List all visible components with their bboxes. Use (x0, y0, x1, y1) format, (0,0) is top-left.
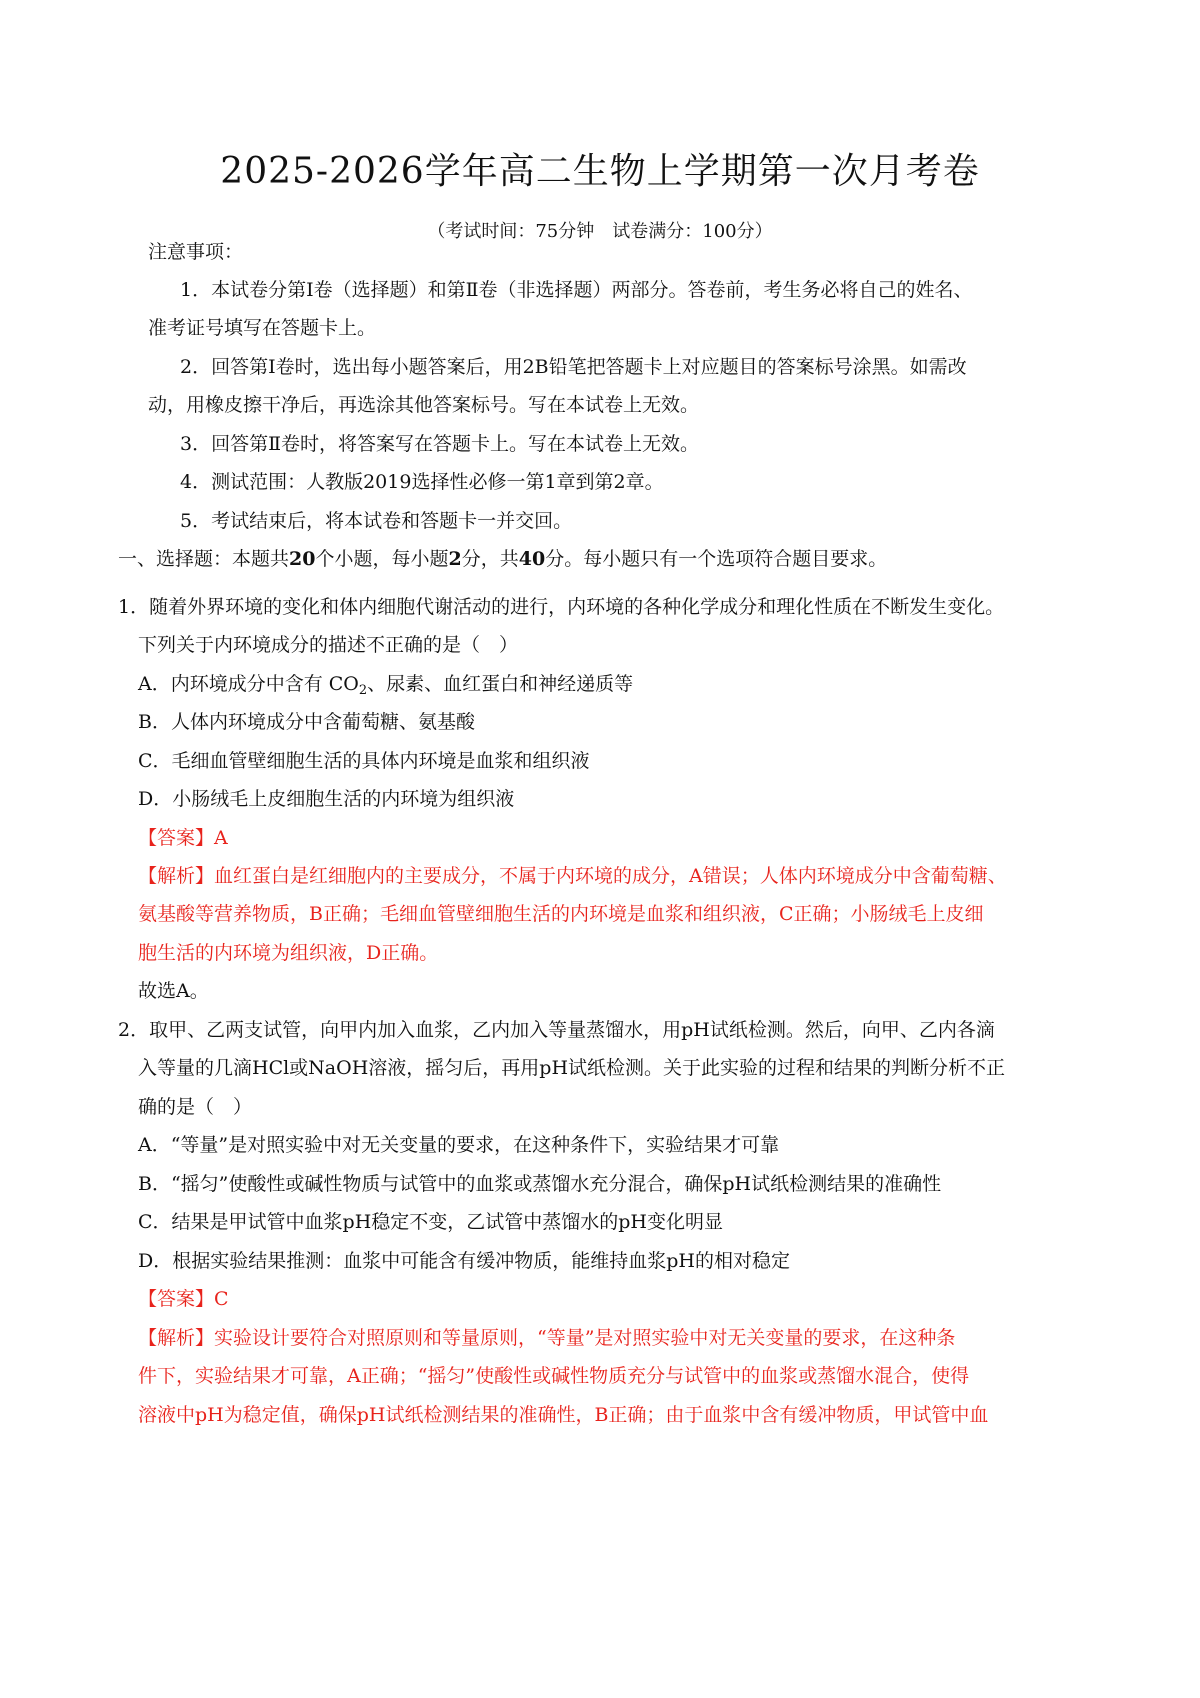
q2-analysis-line-3: 溶液中pH为稳定值，确保pH试纸检测结果的准确性，B正确；由于血浆中含有缓冲物质，甲试管中血 (138, 1404, 989, 1426)
q2-option-d: D．根据实验结果推测：血浆中可能含有缓冲物质，能维持血浆pH的相对稳定 (138, 1250, 790, 1272)
q2-option-b: B．“摇匀”使酸性或碱性物质与试管中的血浆或蒸馏水充分混合，确保pH试纸检测结果的准确性 (138, 1173, 942, 1195)
section-text-4: 分。每小题只有一个选项符合题目要求。 (545, 548, 888, 570)
q1-option-a-text: A．内环境成分中含有 CO (138, 673, 359, 695)
section-text-1: 一、选择题：本题共 (118, 548, 290, 570)
section-question-count: 20 (289, 548, 316, 570)
notice-item-2-line-1: 2．回答第Ⅰ卷时，选出每小题答案后，用2B铅笔把答题卡上对应题目的答案标号涂黑。如需改 (180, 356, 967, 378)
section-heading (118, 545, 887, 573)
notice-heading: 注意事项： (148, 241, 244, 263)
exam-info: （考试时间：75分钟 试卷满分：100分） (427, 221, 773, 242)
q2-answer: 【答案】C (138, 1288, 229, 1310)
q2-option-c: C．结果是甲试管中血浆pH稳定不变，乙试管中蒸馏水的pH变化明显 (138, 1211, 724, 1233)
q2-stem-line-1: 2．取甲、乙两支试管，向甲内加入血浆，乙内加入等量蒸馏水，用pH试纸检测。然后，向甲、乙内各滴 (118, 1019, 995, 1041)
notice-item-3: 3．回答第Ⅱ卷时，将答案写在答题卡上。写在本试卷上无效。 (180, 433, 700, 455)
q1-option-a-subscript: 2 (358, 683, 368, 698)
q1-analysis-line-2: 氨基酸等营养物质，B正确；毛细血管壁细胞生活的内环境是血浆和组织液，C正确；小肠绒毛上皮细 (138, 903, 984, 925)
q1-conclusion: 故选A。 (138, 980, 209, 1002)
q1-answer: 【答案】A (138, 827, 228, 849)
section-text-2: 个小题，每小题 (315, 548, 449, 570)
q1-option-c: C．毛细血管壁细胞生活的具体内环境是血浆和组织液 (138, 750, 590, 772)
q1-stem-line-1: 1．随着外界环境的变化和体内细胞代谢活动的进行，内环境的各种化学成分和理化性质在不断发生变化。 (118, 596, 1005, 618)
notice-item-2-line-2: 动，用橡皮擦干净后，再选涂其他答案标号。写在本试卷上无效。 (148, 394, 700, 416)
notice-item-5: 5．考试结束后，将本试卷和答题卡一并交回。 (180, 510, 573, 532)
q2-stem-line-2: 入等量的几滴HCl或NaOH溶液，摇匀后，再用pH试纸检测。关于此实验的过程和结果的判断分析不正 (138, 1057, 1006, 1079)
q1-option-b: B．人体内环境成分中含葡萄糖、氨基酸 (138, 711, 475, 733)
notice-item-1-line-2: 准考证号填写在答题卡上。 (148, 317, 377, 339)
q1-analysis-line-3: 胞生活的内环境为组织液，D正确。 (138, 942, 439, 964)
notice-item-4: 4．测试范围：人教版2019选择性必修一第1章到第2章。 (180, 471, 664, 493)
q1-stem-line-2: 下列关于内环境成分的描述不正确的是（ ） (138, 634, 519, 656)
q1-option-d: D．小肠绒毛上皮细胞生活的内环境为组织液 (138, 788, 515, 810)
q2-analysis-line-2: 件下，实验结果才可靠，A正确；“摇匀”使酸性或碱性物质充分与试管中的血浆或蒸馏水混合，使得 (138, 1365, 970, 1387)
q2-option-a: A．“等量”是对照实验中对无关变量的要求，在这种条件下，实验结果才可靠 (138, 1134, 780, 1156)
q1-option-a (138, 670, 633, 698)
section-points-each: 2 (448, 548, 462, 570)
q2-stem-line-3: 确的是（ ） (138, 1096, 253, 1118)
page-title: 2025-2026学年高二生物上学期第一次月考卷 (220, 151, 980, 192)
section-text-3: 分，共 (461, 548, 519, 570)
notice-item-1-line-1: 1．本试卷分第Ⅰ卷（选择题）和第Ⅱ卷（非选择题）两部分。答卷前，考生务必将自己的姓名、 (180, 279, 973, 301)
q1-analysis-line-1: 【解析】血红蛋白是红细胞内的主要成分，不属于内环境的成分，A错误；人体内环境成分中含葡萄糖、 (138, 865, 1007, 887)
section-points-total: 40 (518, 548, 546, 570)
q2-analysis-line-1: 【解析】实验设计要符合对照原则和等量原则，“等量”是对照实验中对无关变量的要求，在这种条 (138, 1327, 956, 1349)
q1-option-a-text-end: 、尿素、血红蛋白和神经递质等 (367, 673, 634, 695)
